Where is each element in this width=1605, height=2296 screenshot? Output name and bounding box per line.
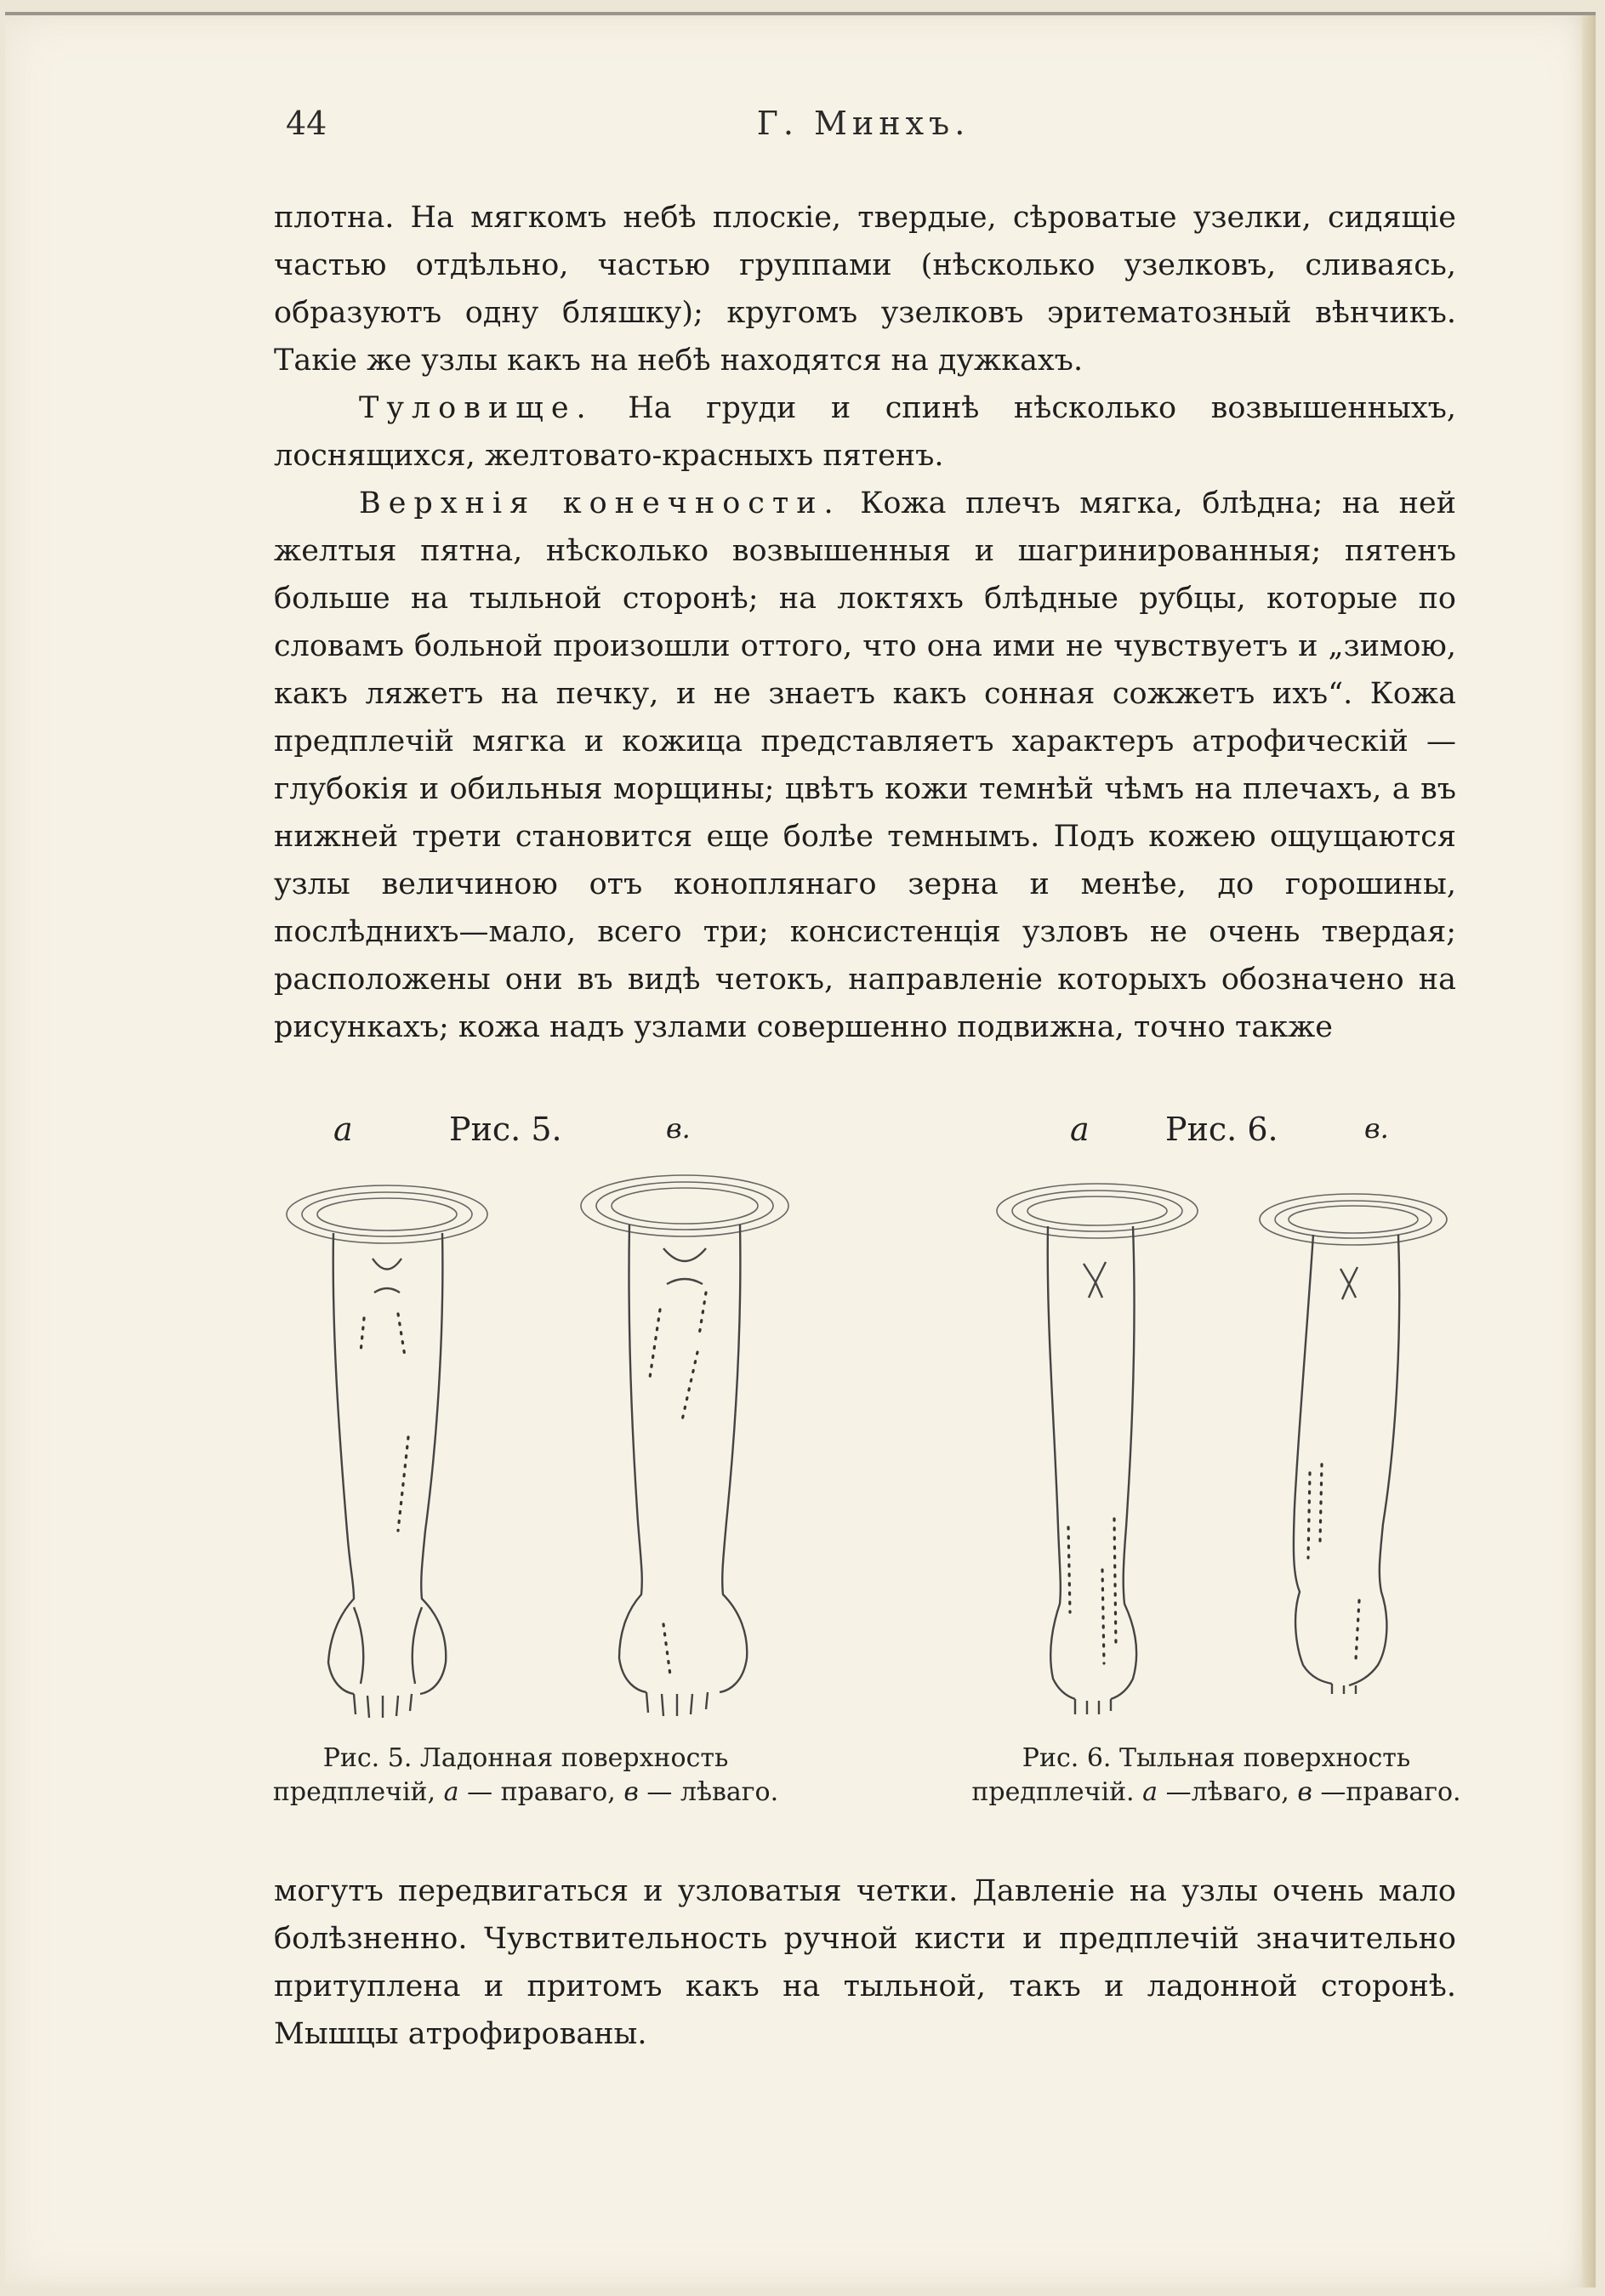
paragraph-bottom: могутъ передвигаться и узловатыя четки. Давленіе на узлы очень мало болѣзненно. Чувствительность ручной кисти и предплечій значительно притуплена и притомъ какъ на тыльной, такъ и ладонной сторонѣ. Мышцы атрофированы. bbox=[274, 1874, 1456, 2051]
fig6-label-a: а bbox=[1070, 1111, 1090, 1148]
fig6-caption bbox=[961, 1742, 1471, 1810]
running-title: Г. Минхъ. bbox=[756, 105, 970, 142]
fig6-caption-b: в bbox=[1297, 1777, 1312, 1807]
fig6-label-b: в. bbox=[1364, 1112, 1389, 1145]
fig6-title: Рис. 6. bbox=[1165, 1111, 1278, 1148]
text-block-top bbox=[274, 194, 1456, 1051]
fig5-label-a: а bbox=[333, 1111, 353, 1148]
fig6-caption-a: а bbox=[1142, 1777, 1158, 1807]
fig6-caption-tail: —праваго. bbox=[1320, 1777, 1461, 1807]
heading-upper-limbs: Верхнія конечности. bbox=[359, 486, 841, 520]
heading-trunk: Туловище. bbox=[359, 391, 594, 425]
fig5-title: Рис. 5. bbox=[449, 1111, 562, 1148]
paragraph-palate: плотна. На мягкомъ небѣ плоскіе, твердые, сѣроватые узелки, сидящіе частью отдѣльно, частью группами (нѣсколько узелковъ, сливаясь, образуютъ одну бляшку); кругомъ узелковъ эритематозный вѣнчикъ. Такіе же узлы какъ на небѣ находятся на дужкахъ. bbox=[274, 201, 1456, 378]
fig6a-forearm-drawing bbox=[987, 1170, 1208, 1714]
fig5-caption-mid: — праваго, bbox=[467, 1777, 616, 1807]
page-edge-shadow bbox=[1582, 15, 1596, 2287]
fig5a-forearm-drawing bbox=[272, 1174, 502, 1718]
fig5b-forearm-drawing bbox=[570, 1165, 800, 1718]
fig6b-forearm-drawing bbox=[1247, 1184, 1460, 1694]
fig5-caption-b: в bbox=[623, 1777, 639, 1807]
fig6-caption-lead: Рис. 6. Тыльная поверхность предплечій. bbox=[971, 1743, 1411, 1807]
text-block-bottom bbox=[274, 1867, 1456, 2058]
fig5-caption-lead: Рис. 5. Ладонная поверхность предплечій, bbox=[272, 1743, 729, 1807]
page-header bbox=[272, 105, 1454, 156]
fig6-caption-mid: —лѣваго, bbox=[1165, 1777, 1289, 1807]
paragraph-upper-limbs bbox=[274, 480, 1456, 1051]
upper-limbs-text: Кожа плечъ мягка, блѣдна; на ней желтыя пятна, нѣсколько возвышенныя и шагринированныя; пятенъ больше на тыльной сторонѣ; на локтяхъ блѣдные рубцы, которые по словамъ больной произошли оттого, что она ими не чувствуетъ и „зимою, какъ ляжетъ на печку, и не знаетъ какъ сонная сожжетъ ихъ“. Кожа предплечій мягка и кожица представляетъ характеръ атрофическій —глубокія и обильныя морщины; цвѣтъ кожи темнѣй чѣмъ на плечахъ, а въ нижней трети становится еще болѣе темнымъ. Подъ кожею ощущаются узлы величиною отъ коноплянаго зерна и менѣе, до горошины, послѣднихъ—мало, всего три; консистенція узловъ не очень твердая; расположены они въ видѣ четокъ, направленіе которыхъ обозначено на рисункахъ; кожа надъ узлами совершенно подвижна, точно также bbox=[274, 486, 1456, 1044]
fig5-caption-tail: — лѣваго. bbox=[646, 1777, 779, 1807]
page-number: 44 bbox=[286, 105, 327, 142]
fig5-caption-a: а bbox=[443, 1777, 459, 1807]
fig5-caption bbox=[270, 1742, 781, 1810]
trunk-text: На груди и спинѣ нѣсколько возвышенныхъ, лоснящихся, желтовато-красныхъ пятенъ. bbox=[274, 391, 1456, 473]
fig5-label-b: в. bbox=[666, 1112, 691, 1145]
paragraph-trunk bbox=[274, 384, 1456, 480]
